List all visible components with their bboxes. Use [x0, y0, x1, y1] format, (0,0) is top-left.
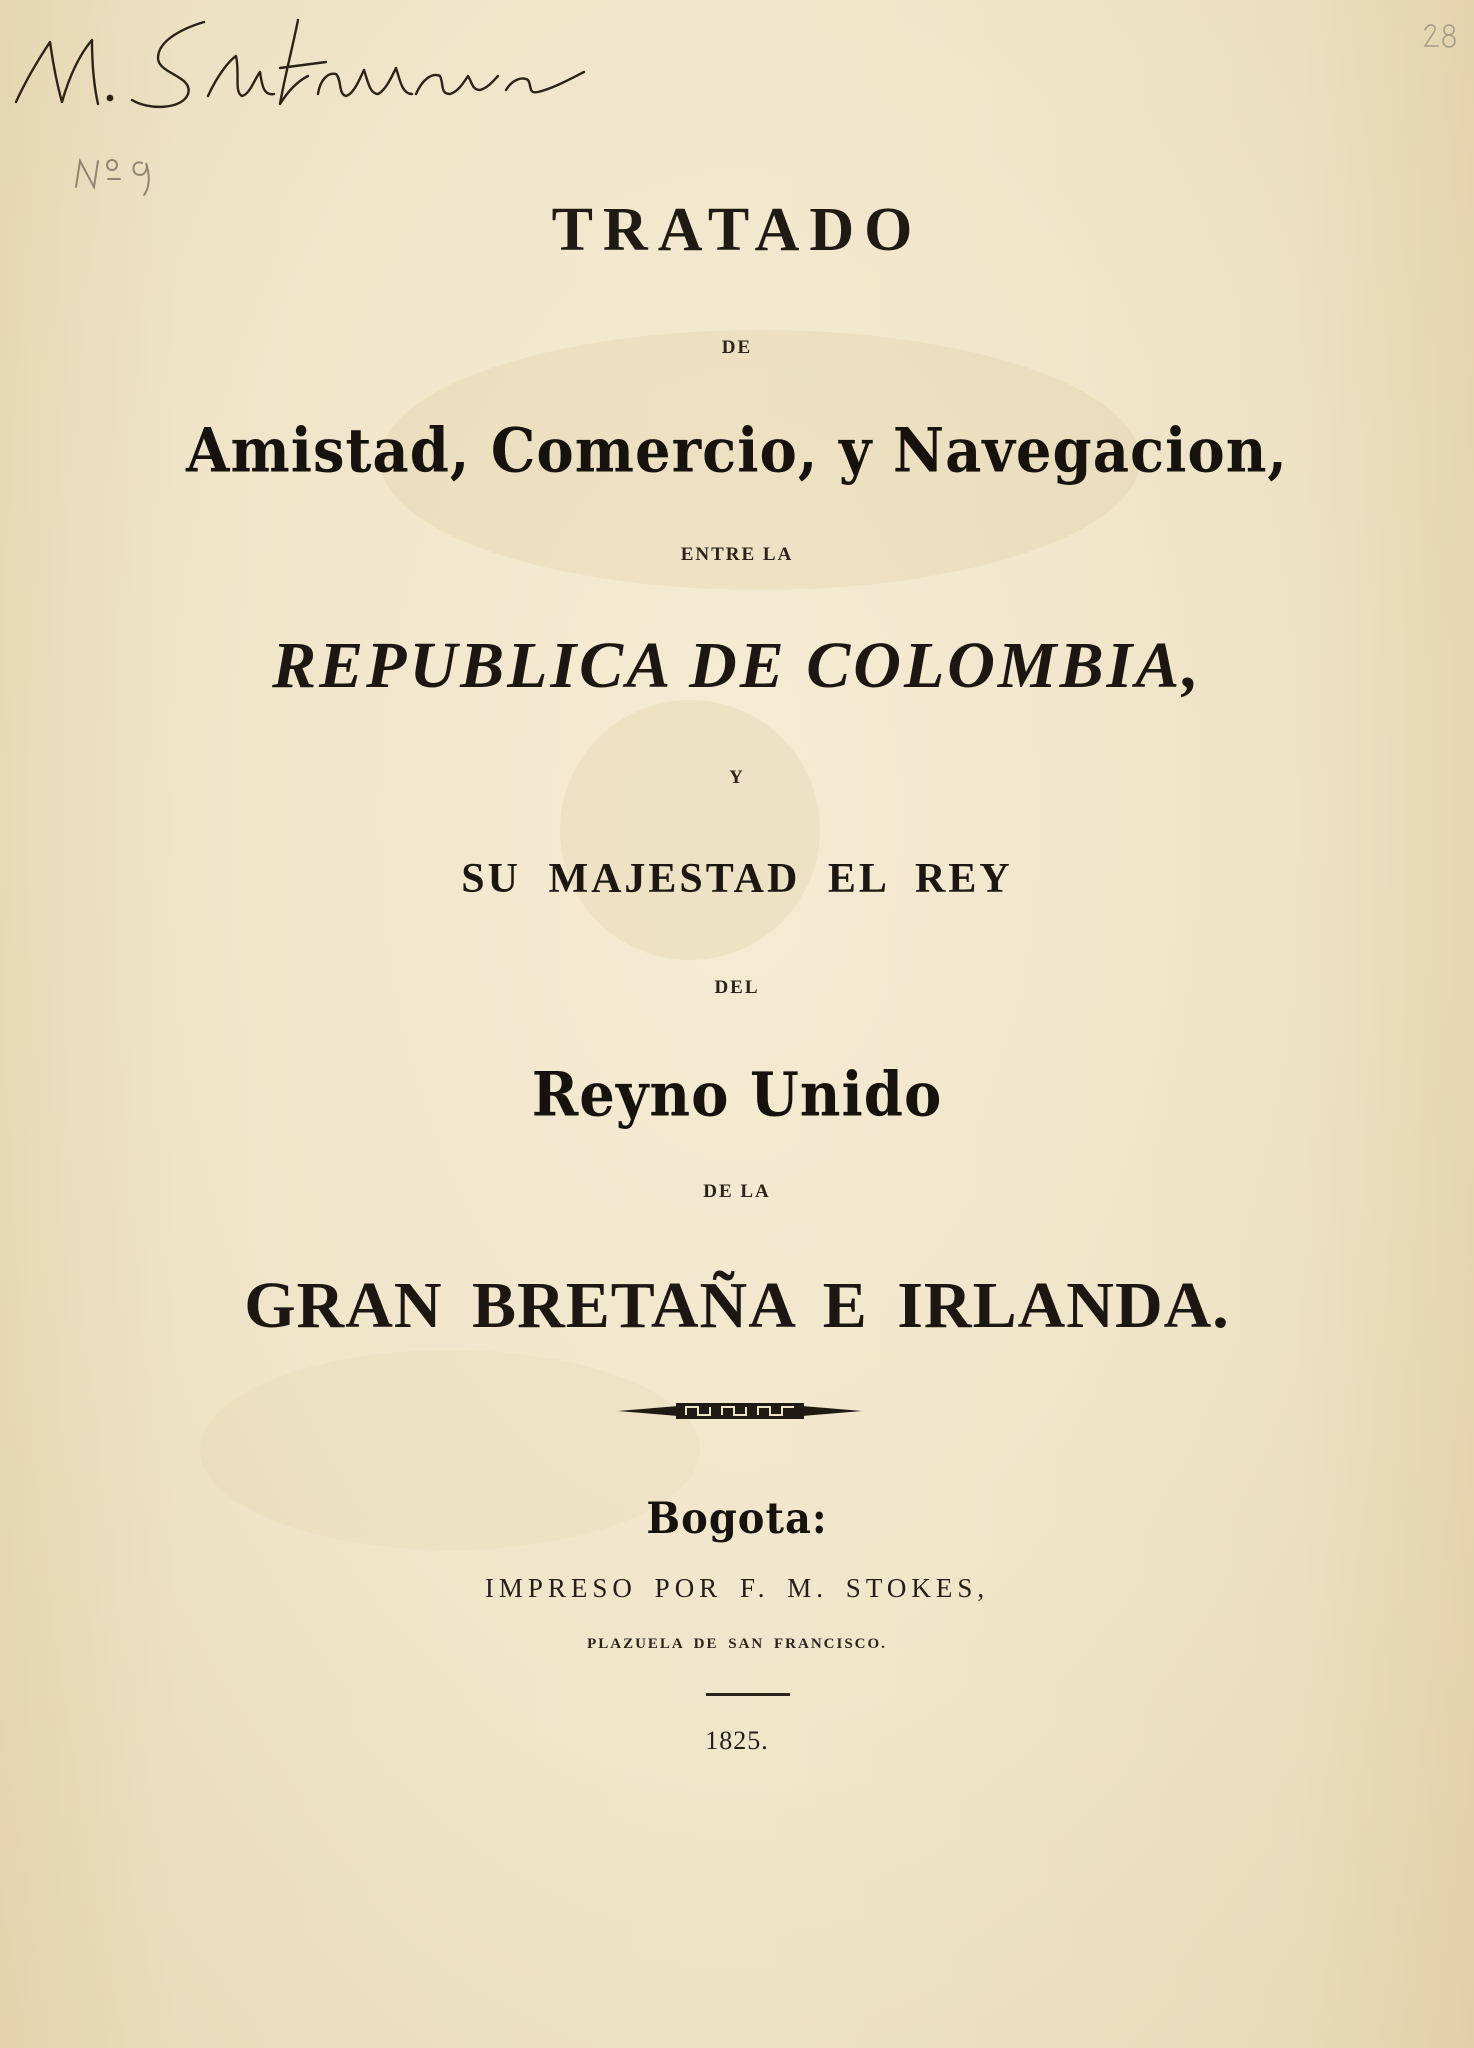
- title-de: DE: [721, 337, 753, 358]
- title-country: GRAN BRETAÑA E IRLANDA.: [244, 1269, 1230, 1342]
- title-de-la: DE LA: [703, 1181, 771, 1202]
- handwritten-signature: [8, 10, 588, 120]
- ornament-divider-icon: [618, 1400, 862, 1422]
- imprint-city: Bogota:: [646, 1493, 828, 1544]
- title-y: Y: [729, 767, 745, 788]
- title-entre-la: ENTRE LA: [680, 544, 794, 565]
- pencil-number-note: [70, 145, 180, 200]
- imprint-address: PLAZUELA DE SAN FRANCISCO.: [587, 1636, 887, 1652]
- imprint-printer: IMPRESO POR F. M. STOKES,: [484, 1573, 990, 1603]
- title-kingdom: Reyno Unido: [531, 1059, 943, 1131]
- title-tratado: TRATADO: [551, 196, 923, 264]
- imprint-year: 1825.: [705, 1726, 769, 1755]
- title-majesty: SU MAJESTAD EL REY: [461, 856, 1013, 902]
- title-republic: REPUBLICA DE COLOMBIA,: [272, 629, 1202, 702]
- title-del: DEL: [714, 977, 760, 998]
- pencil-page-number: [1422, 20, 1462, 52]
- divider-rule: [706, 1693, 790, 1696]
- title-subject: Amistad, Comercio, y Navegacion,: [186, 415, 1288, 487]
- paper-stain: [560, 700, 820, 960]
